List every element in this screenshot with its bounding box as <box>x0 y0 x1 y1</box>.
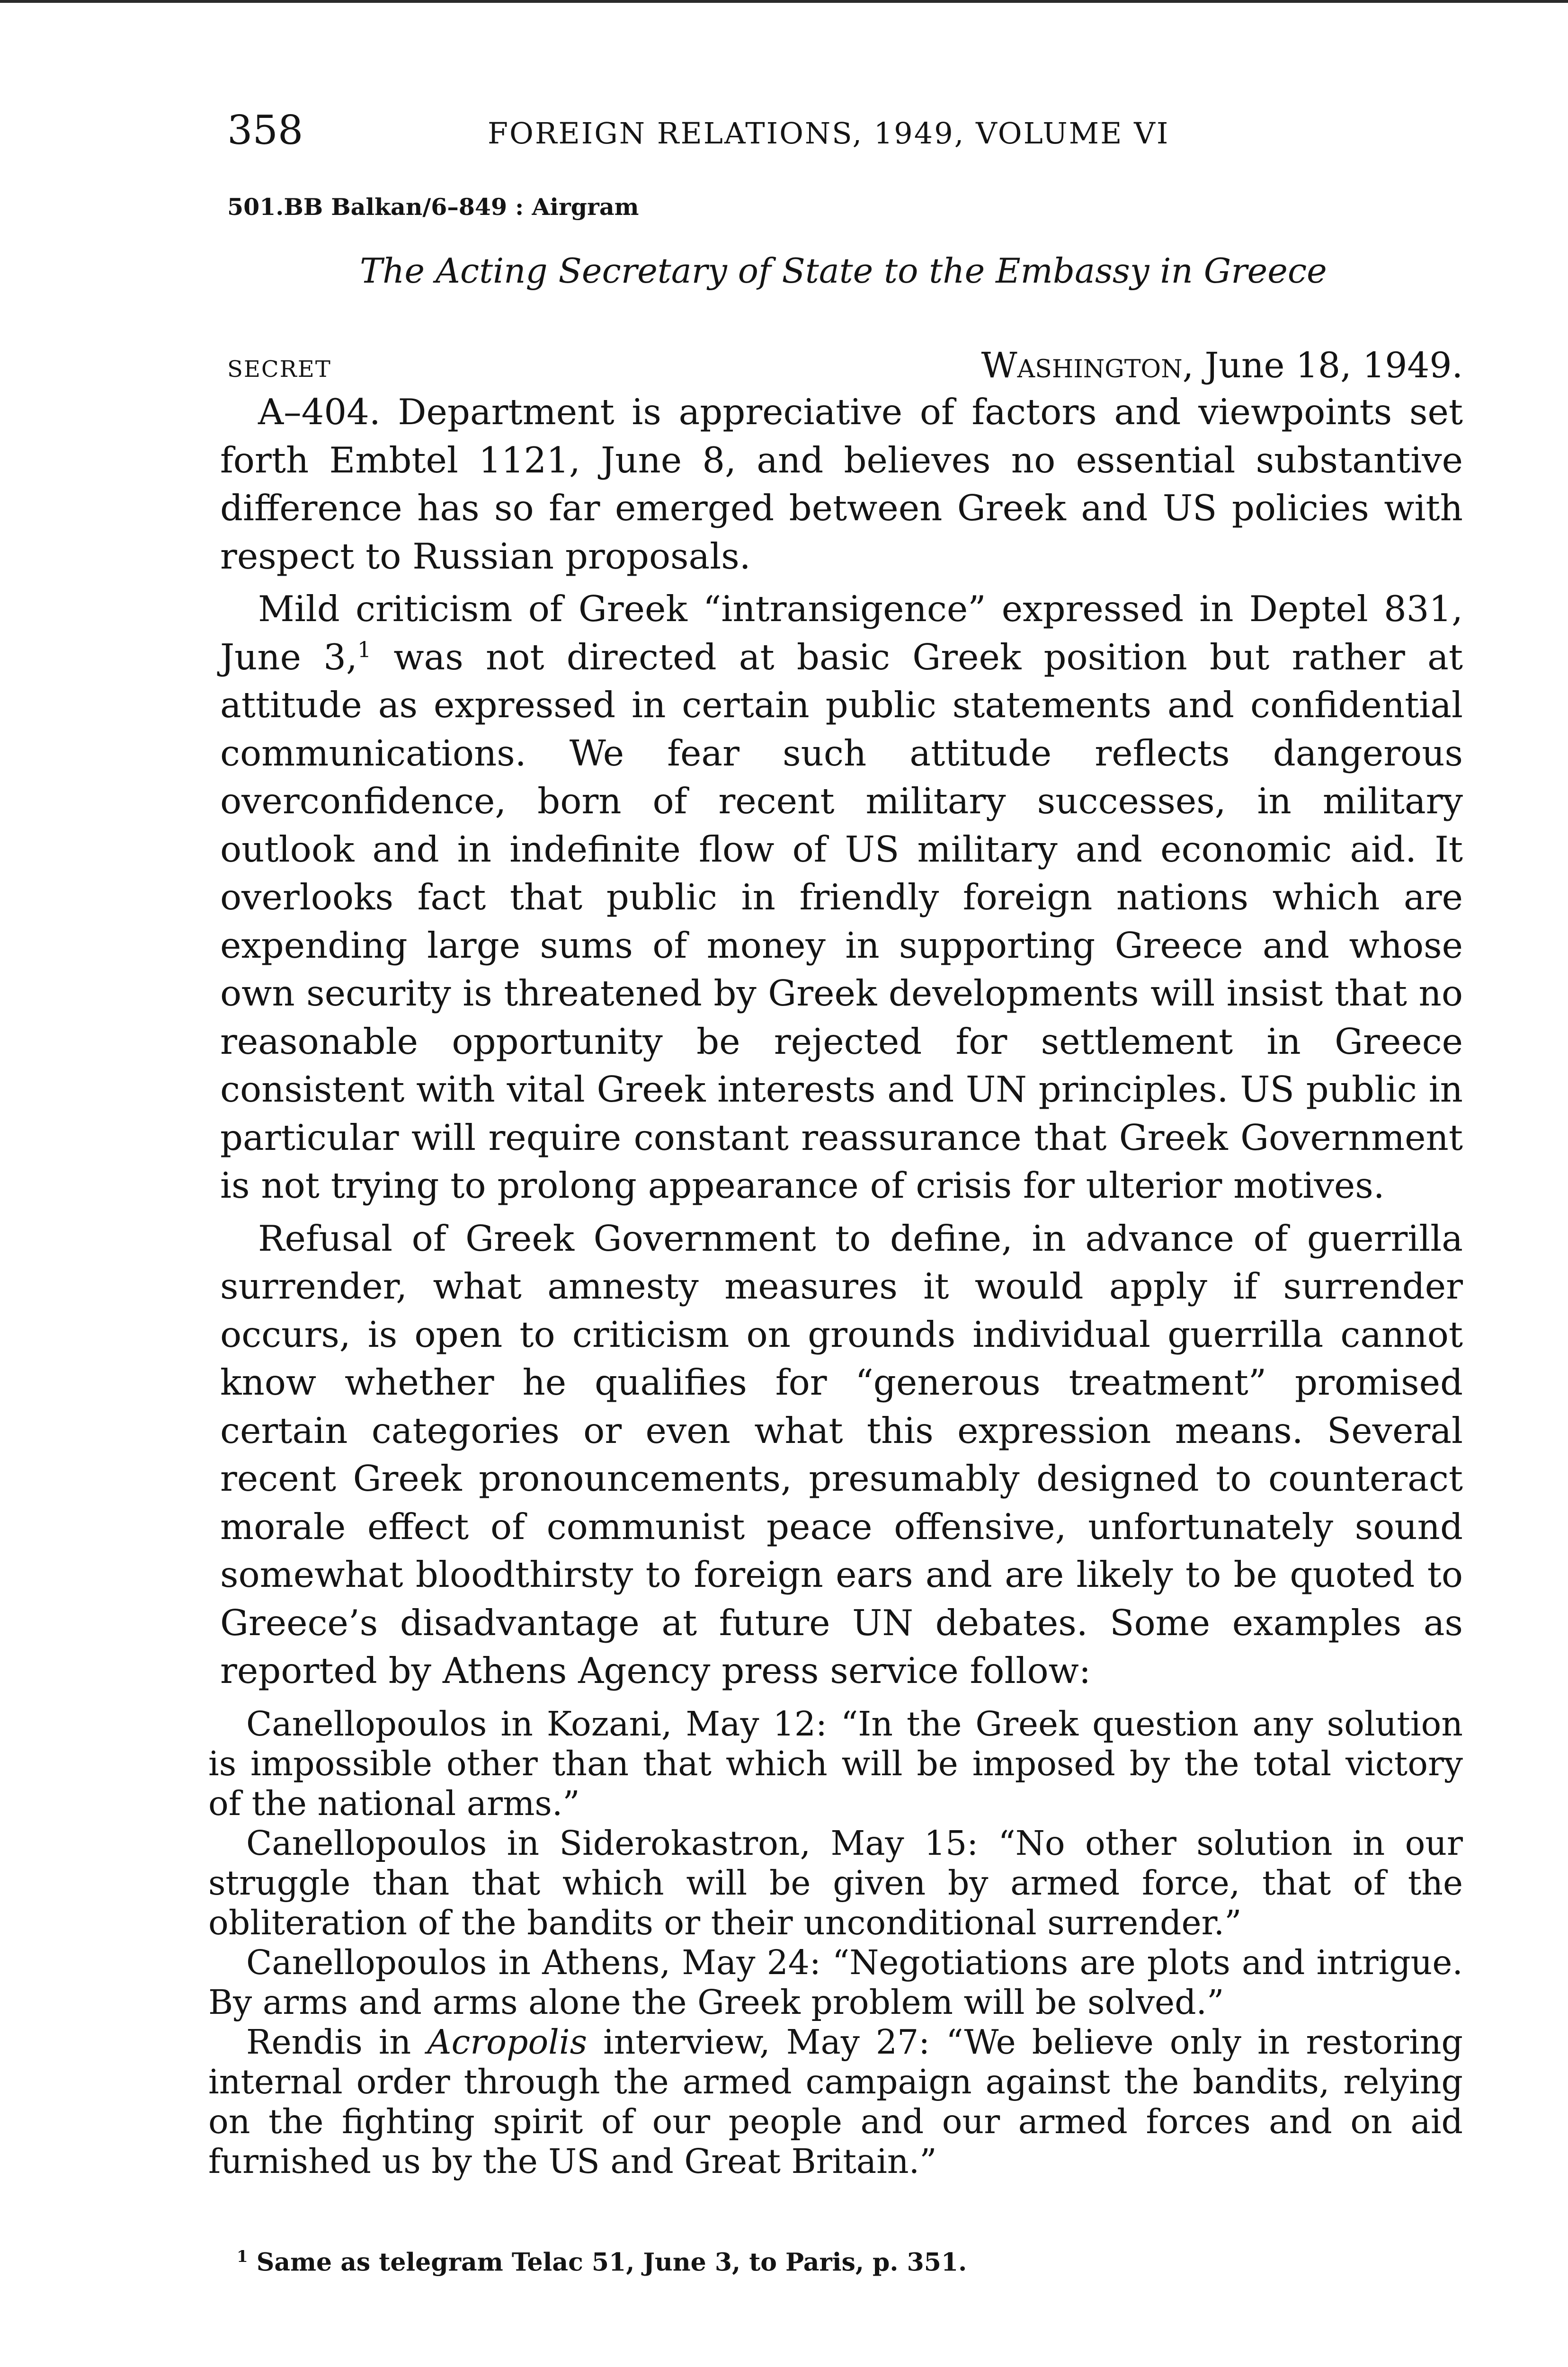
running-title: FOREIGN RELATIONS, 1949, VOLUME VI <box>488 116 1170 151</box>
place-and-date <box>981 342 1463 389</box>
classification-label: SECRET <box>227 356 331 383</box>
dateline <box>227 342 1463 389</box>
footnote-text: Same as telegram Telac 51, June 3, to Paris, p. 351. <box>248 2248 967 2277</box>
running-head <box>227 107 1463 159</box>
quote-rendis <box>208 2022 1463 2181</box>
footnote-marker: 1 <box>237 2247 248 2266</box>
date: , June 18, 1949. <box>1182 345 1463 386</box>
publication-name: Acropolis <box>427 2022 588 2062</box>
place: Washington <box>981 345 1183 386</box>
quote-athens: Canellopoulos in Athens, May 24: “Negotiations are plots and intrigue. By arms and arms alone the Greek problem will be solved.” <box>208 1943 1463 2022</box>
paragraph-2 <box>220 585 1463 1210</box>
quoted-statements <box>208 1704 1463 2181</box>
paragraph-2-rest: was not directed at basic Greek position but rather at attitude as expressed in certain public statements and confidential communications. We fear such attitude reflects dangerous overconfidence, born of recent military successes, in military outlook and in indefinite flow of US military and economic aid. It overlooks fact that public in friendly foreign nations which are expending large sums of money in supporting Greece and whose own security is threatened by Greek developments will insist that no reasonable opportunity be rejected for settlement in Greece consistent with vital Greek interests and UN principles. US public in particular will require constant reassurance that Greek Government is not trying to prolong appearance of crisis for ulterior motives. <box>220 636 1463 1206</box>
footnote <box>237 2238 967 2281</box>
body-text <box>220 388 1463 1695</box>
document-title: The Acting Secretary of State to the Embassy in Greece <box>360 251 1327 291</box>
page-number: 358 <box>227 107 303 153</box>
document-reference: 501.BB Balkan/6–849 : Airgram <box>227 193 639 221</box>
quote-kozani: Canellopoulos in Kozani, May 12: “In the Greek question any solution is impossible other than that which will be imposed by the total victory of the national arms.” <box>208 1704 1463 1823</box>
footnote-reference: 1 <box>357 636 372 662</box>
quote-rendis-start: Rendis in <box>246 2022 428 2062</box>
paragraph-3: Refusal of Greek Government to define, in advance of guerrilla surrender, what amnesty measures it would apply if surrender occurs, is open to criticism on grounds individual guerrilla cannot know whether he qualifies for “generous treatment” promised certain categories or even what this expression means. Several recent Greek pronouncements, presumably designed to counteract morale effect of communist peace offensive, unfortunately sound somewhat bloodthirsty to foreign ears and are likely to be quoted to Greece’s disadvantage at future UN debates. Some examples as reported by Athens Agency press service follow: <box>220 1217 1463 1691</box>
quote-rendis-rest: interview, May 27: “We believe only in restoring internal order through the armed campaign against the bandits, relying on the fighting spirit of our people and our armed forces and on aid furnished us by the US and Great Britain.” <box>208 2022 1463 2181</box>
quote-siderokastron: Canellopoulos in Siderokastron, May 15: “No other solution in our struggle than that which will be given by armed force, that of the obliteration of the bandits or their unconditional surrender.” <box>208 1824 1463 1942</box>
paragraph-2-start: Mild criticism of Greek “intransigence” expressed in Deptel 831, June 3, <box>220 588 1463 678</box>
paragraph-1: A–404. Department is appreciative of factors and viewpoints set forth Embtel 1121, June 8, and believes no essential substantive difference has so far emerged between Greek and US policies with respect to Russian proposals. <box>220 391 1463 577</box>
